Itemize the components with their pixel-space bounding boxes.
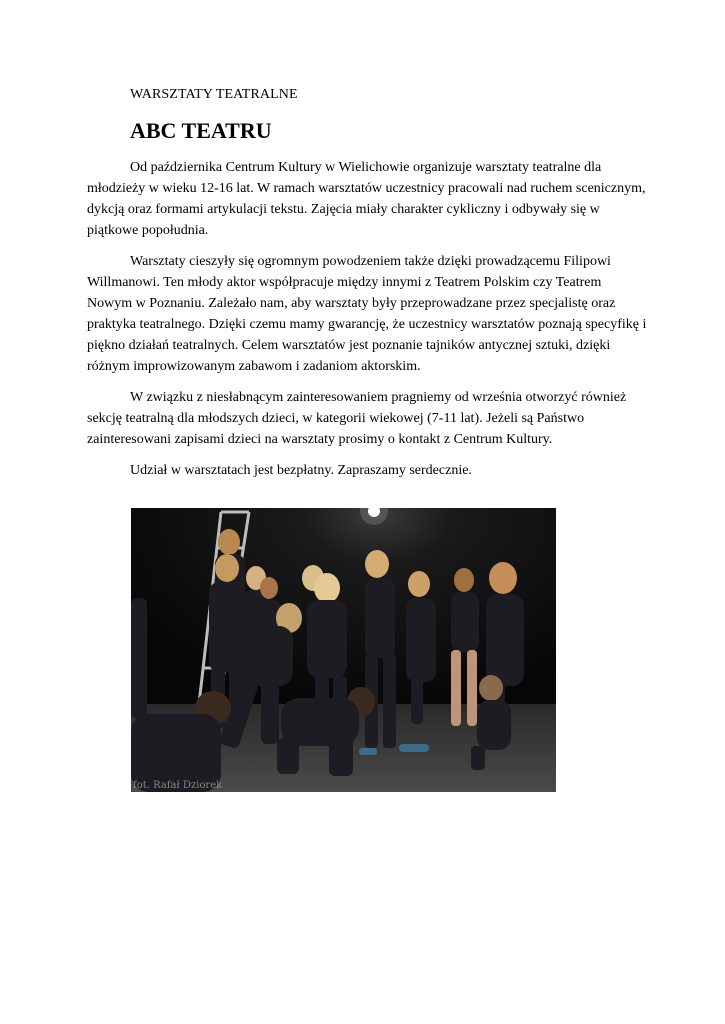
page-title: ABC TEATRU xyxy=(130,118,272,143)
paragraph-2: Warsztaty cieszyły się ogromnym powodzeniem także dzięki prowadzącemu Filipowi Willmanowi. Ten młody aktor współpracuje między innymi z Teatrem Polskim czy Teatrem Nowym w Poznaniu. Zależało nam, aby warsztaty były przeprowadzane przez specjalistę oraz praktyka teatralnego. Dzięki czemu mamy gwarancję, że uczestnicy warsztatów poznają specyfikę i piękno działań teatralnych. Celem warsztatów jest poznanie tajników antycznej sztuki, dzięki różnym improwizowanym zabawom i zadaniom aktorskim. xyxy=(87,254,647,374)
workshop-photo xyxy=(131,508,556,792)
paragraph-1: Od października Centrum Kultury w Wielichowie organizuje warsztaty teatralne dla młodzieży w wieku 12-16 lat. W ramach warsztatów uczestnicy pracowali nad ruchem scenicznym, dykcją oraz formami artykulacji tekstu. Zajęcia miały charakter cykliczny i odbywały się w piątkowe popołudnia. xyxy=(87,160,646,238)
workshop-photo-illustration xyxy=(131,508,556,792)
photo-credit: fot. Rafał Dziorek xyxy=(133,780,223,791)
paragraph-4: Udział w warsztatach jest bezpłatny. Zapraszamy serdecznie. xyxy=(130,463,472,478)
paragraph-3: W związku z niesłabnącym zainteresowaniem pragniemy od września otworzyć również sekcję teatralną dla młodszych dzieci, w kategorii wiekowej (7-11 lat). Jeżeli są Państwo zainteresowani zapisami dzieci na warsztaty prosimy o kontakt z Centrum Kultury. xyxy=(87,390,627,447)
section-kicker: WARSZTATY TEATRALNE xyxy=(130,87,298,102)
article-body xyxy=(87,157,647,491)
